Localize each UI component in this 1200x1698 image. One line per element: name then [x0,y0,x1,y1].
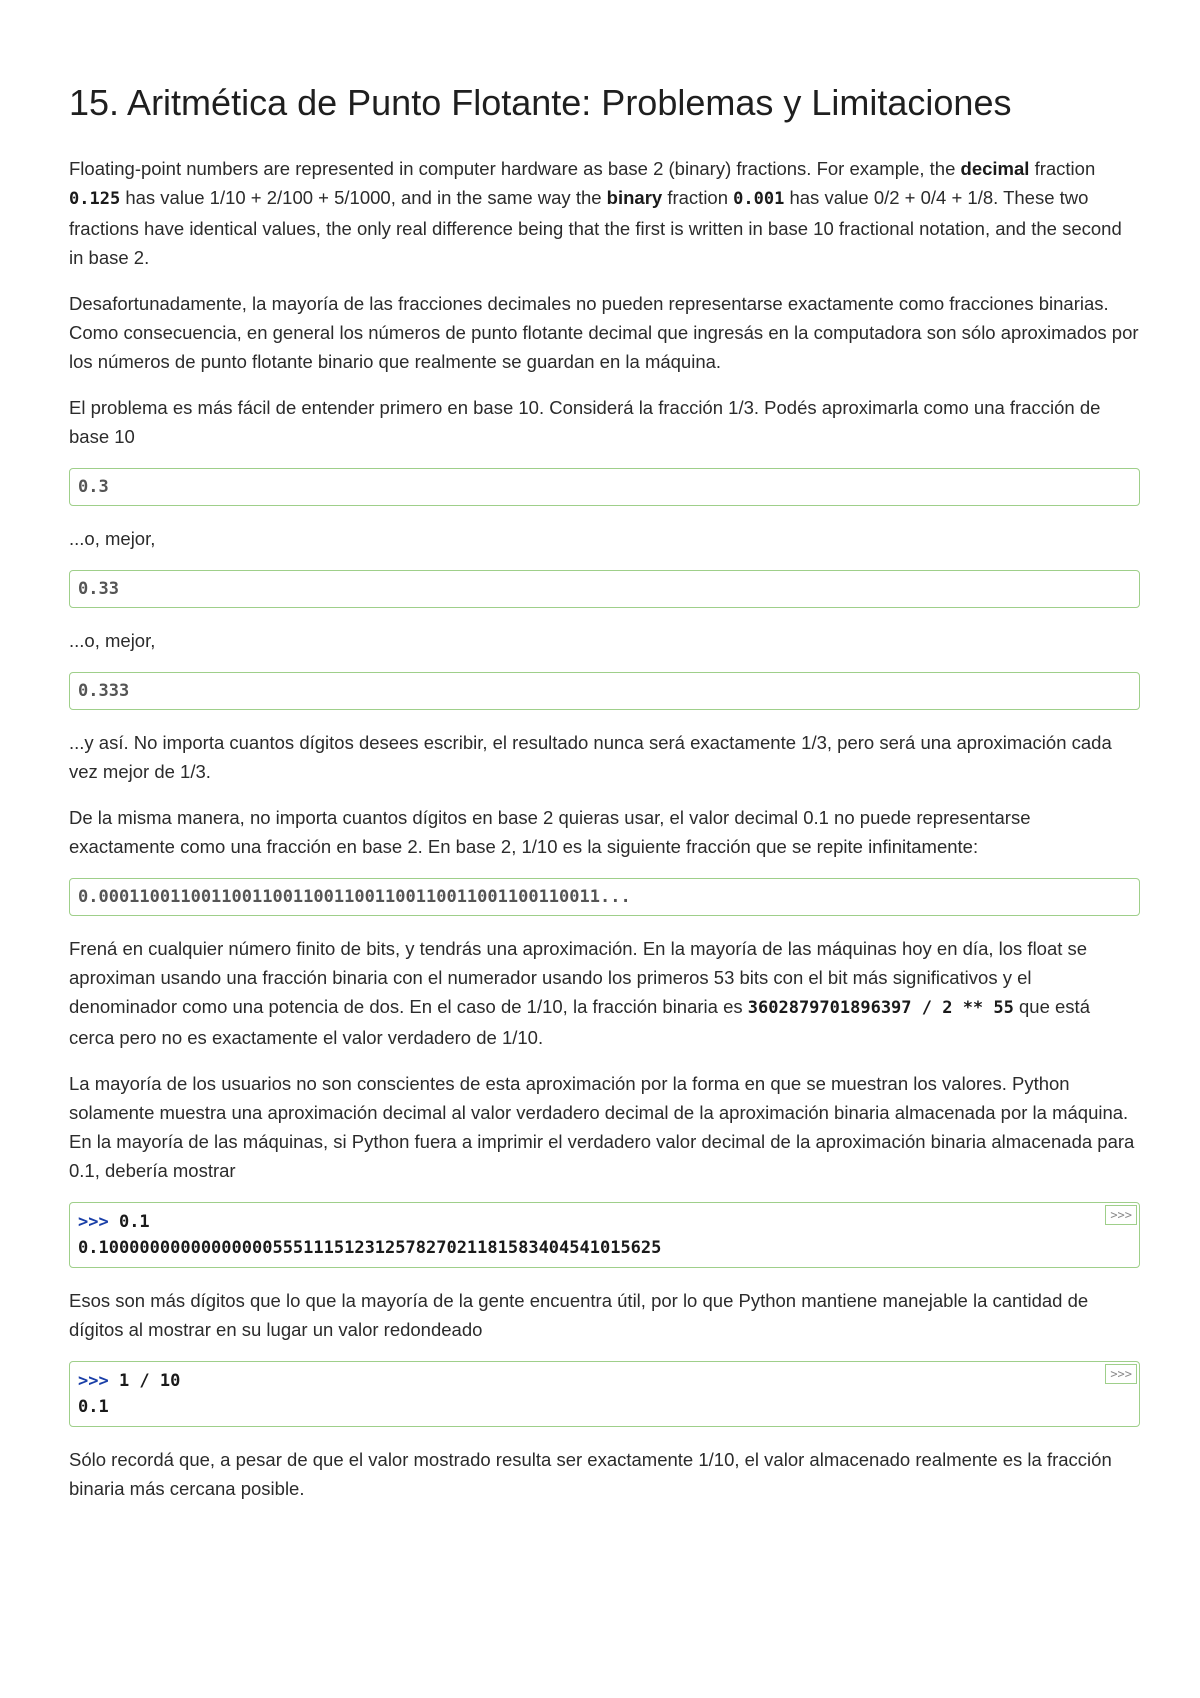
repl-input: 0.1 [108,1212,150,1232]
keyword-binary: binary [606,187,663,208]
repl-output: 0.1 [78,1397,109,1417]
paragraph-y-asi: ...y así. No importa cuantos dígitos desees escribir, el resultado nunca será exactamente 1/3, pero será una aproximación cada vez mejor de 1/3. [69,732,1112,782]
paragraph-solo-recorda: Sólo recordá que, a pesar de que el valor mostrado resulta ser exactamente 1/10, el valor almacenado realmente es la fracción binaria más cercana posible. [69,1449,1112,1499]
paragraph-esos-son: Esos son más dígitos que lo que la mayoría de la gente encuentra útil, por lo que Python mantiene manejable la cantidad de dígitos al mostrar en su lugar un valor redondeado [69,1290,1089,1340]
frena-text-2: que está cerca pero no es exactamente el valor verdadero de 1/10. [69,996,1090,1048]
keyword-decimal: decimal [960,158,1030,179]
paragraph-de-la-misma-manera: De la misma manera, no importa cuantos dígitos en base 2 quieras usar, el valor decimal 0.1 no puede representarse exactamente como una fracción en base 2. En base 2, 1/10 es la siguiente fracción que se repite infinitamente: [69,807,1031,857]
frena-text-1: Frená en cualquier número finito de bits, y tendrás una aproximación. En la mayoría de las máquinas hoy en día, los float se aproximan usando una fracción binaria con el numerador usando los primeros 53 bits con el bit más significativos y el denominador como una potencia de dos. En el caso de 1/10, la fracción binaria es [69,938,1088,1017]
repl-prompt: >>> [78,1212,109,1232]
intro-text-4: fraction [662,187,734,208]
page-title: 15. Aritmética de Punto Flotante: Problemas y Limitaciones [69,82,1012,123]
prompt-toggle-button[interactable]: >>> [1105,1364,1137,1384]
separator-text-1: ...o, mejor, [69,528,156,549]
code-block-0-333: 0.333 [69,672,1140,710]
repl-block-0-1 [69,1202,1140,1268]
paragraph-intro [69,154,1140,272]
code-block-0-33: 0.33 [69,570,1140,608]
repl-input: 1 / 10 [108,1371,181,1391]
repl-block-1-div-10 [69,1361,1140,1427]
intro-text-3: has value 1/10 + 2/100 + 5/1000, and in the same way the [120,187,607,208]
code-block-0-3: 0.3 [69,468,1140,506]
paragraph-problema: El problema es más fácil de entender primero en base 10. Considerá la fracción 1/3. Podés aproximarla como una fracción de base 10 [69,397,1101,447]
paragraph-frena [69,934,1140,1052]
paragraph-mayoria-usuarios: La mayoría de los usuarios no son conscientes de esta aproximación por la forma en que se muestran los valores. Python solamente muestra una aproximación decimal al valor verdadero decimal de la aproximación binaria almacenada por la máquina. En la mayoría de las máquinas, si Python fuera a imprimir el verdadero valor decimal de la aproximación binaria almacenada para 0.1, debería mostrar [69,1073,1135,1181]
intro-text-1: Floating-point numbers are represented in computer hardware as base 2 (binary) fractions. For example, the [69,158,961,179]
repl-output: 0.1000000000000000055511151231257827021181583404541015625 [78,1238,662,1258]
paragraph-desafortunadamente: Desafortunadamente, la mayoría de las fracciones decimales no pueden representarse exactamente como fracciones binarias. Como consecuencia, en general los números de punto flotante decimal que ingresás en la computadora son sólo aproximados por los números de punto flotante binario que realmente se guardan en la máquina. [69,293,1139,372]
intro-text-5: has value 0/2 + 0/4 + 1/8. These two fractions have identical values, the only real difference being that the first is written in base 10 fractional notation, and the second in base 2. [69,187,1122,268]
repl-prompt: >>> [78,1371,109,1391]
literal-decimal-fraction: 0.125 [69,189,121,209]
literal-binary-approximation: 3602879701896397 / 2 ** 55 [747,998,1014,1018]
separator-text-2: ...o, mejor, [69,630,156,651]
code-block-binary-repeating: 0.0001100110011001100110011001100110011001100110011... [69,878,1140,916]
literal-binary-fraction: 0.001 [733,189,785,209]
prompt-toggle-button[interactable]: >>> [1105,1205,1137,1225]
intro-text-2: fraction [1029,158,1096,179]
